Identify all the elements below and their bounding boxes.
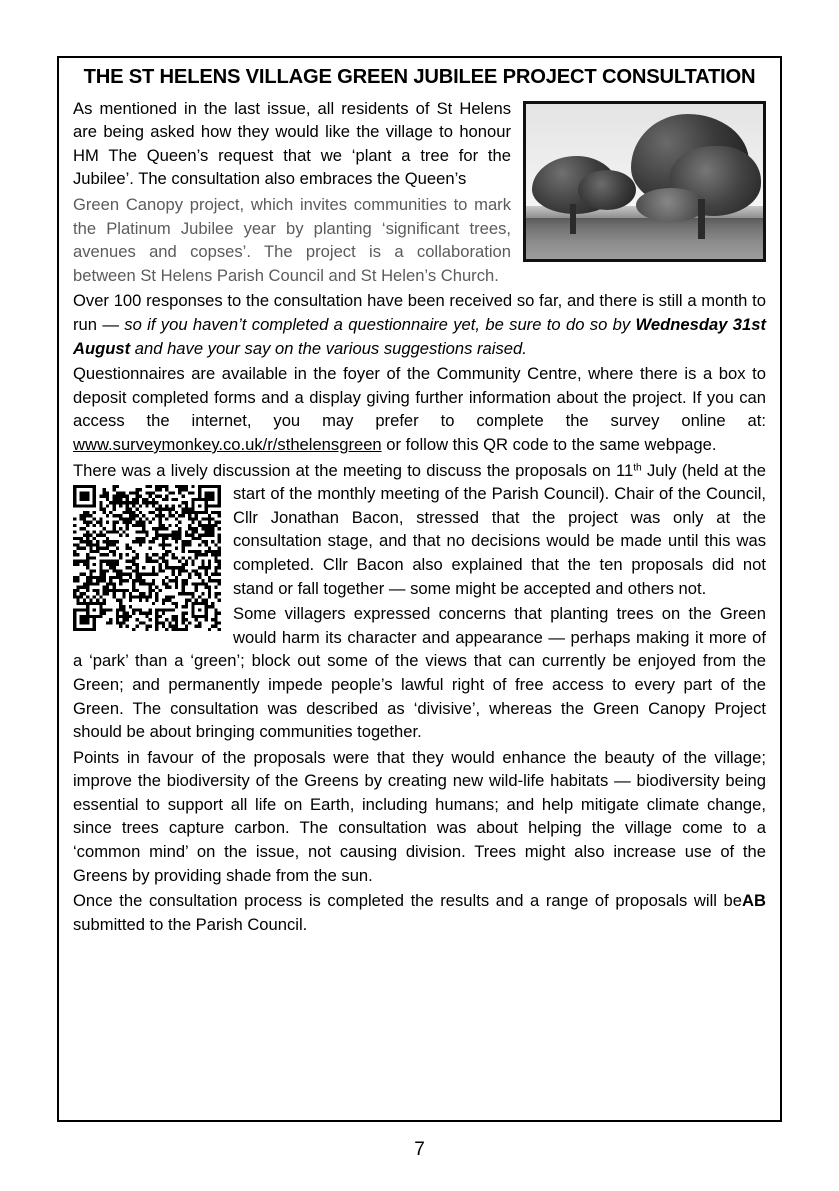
paragraph-responses-italic: so if you haven’t completed a questionnaire yet, be sure to do so by [118,315,636,334]
meeting-text-before-superscript: There was a lively discussion at the meeting to discuss the proposals on 11 [73,460,634,480]
deadline-date: Wednesday 31st August [73,315,766,358]
author-initials: AB [742,891,766,911]
photo-ground [526,218,763,258]
questionnaires-text-after-link: or follow this QR code to the same webpage. [381,434,717,454]
article-body [73,97,766,939]
tree-icon [578,170,636,210]
paragraph-responses-italic-tail: and have your say on the various suggestions raised. [130,338,527,358]
article-container [57,56,782,1122]
ordinal-superscript: th [633,462,642,474]
surveymonkey-qr-code[interactable] [73,485,221,631]
page-number: 7 [414,1139,425,1160]
tree-trunk [698,199,705,239]
paragraph-meeting [73,459,766,601]
tree-icon [636,188,706,222]
paragraph-closing [73,889,766,936]
paragraph-questionnaires [73,362,766,456]
page-title: THE ST HELENS VILLAGE GREEN JUBILEE PROJECT CONSULTATION [83,66,756,88]
paragraph-responses [73,289,766,360]
paragraph-responses-lead: Over 100 responses to the consultation have been received so far, and there is still a month to run — [73,291,766,334]
paragraph-concerns-text: Some villagers expressed concerns that planting trees on the Green would harm its character and appearance — perhaps making it more of a ‘park’ than a ‘green’; block out some of the views that can currently be enjoyed from the Green; and permanently impede people’s lawful right of free access to every part of the Green. The consultation was described as ‘divisive’, whereas the Green Canopy Project should be about bringing communities together. [73,604,766,742]
questionnaires-text-before-link: Questionnaires are available in the foyer of the Community Centre, where there is a box to deposit completed forms and a display giving further information about the project. If you can access the internet, you may prefer to complete the survey online at: [73,364,766,431]
paragraph-intro-text: As mentioned in the last issue, all residents of St Helens are being asked how they would like the village to honour HM The Queen’s request that we ‘plant a tree for the Jubilee’. The consultation also embraces the Queen’s [73,98,511,189]
surveymonkey-link[interactable]: www.surveymonkey.co.uk/r/sthelensgreen [73,434,382,454]
meeting-text-after-superscript: July (held at the start of the monthly meeting of the Parish Council). Chair of the Council, Cllr Jonathan Bacon, stressed that the project was only at the consultation stage, and that no decisions would be made until this was completed. Cllr Bacon also explained that the ten proposals did not stand or fall together — some might be accepted and others not. [233,460,766,598]
paragraph-in-favour [73,746,766,888]
qr-code-block[interactable] [73,485,221,631]
paragraph-green-canopy-text: Green Canopy project, which invites communities to mark the Platinum Jubilee year by planting ‘significant trees, avenues and copses’. The project is a collaboration between St Helens Parish Council and St Helen’s Church. [73,195,511,285]
paragraph-closing-text: Once the consultation process is completed the results and a range of proposals will be submitted to the Parish Council. [73,891,743,934]
tree-trunk [570,204,576,234]
paragraph-in-favour-text: Points in favour of the proposals were that they would enhance the beauty of the village; improve the biodiversity of the Greens by creating new wild-life habitats — biodiversity being essential to support all life on Earth, including humans; and help mitigate climate change, since trees capture carbon. The consultation was about helping the village come to a ‘common mind’ on the issue, not causing division. Trees might also increase use of the Greens by providing shade from the sun. [73,747,766,885]
village-green-trees-photo [523,101,766,262]
